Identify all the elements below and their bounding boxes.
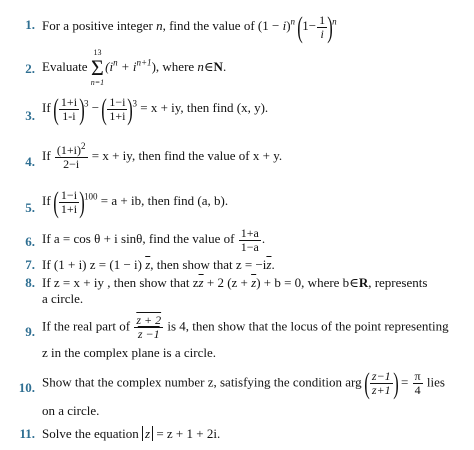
question-7: 7. If (1 + i) z = (1 − i) $\overline{z}$, then show that $z = -i\overline{z}$. (0, 257, 474, 275)
question-number: 10. (18, 380, 35, 395)
question-8: 8. If z = x + iy , then show that $z\overline{z} + 2$ $(z + \overline{z}) + b = 0$, where b∈R, represents a circle. (0, 275, 474, 309)
question-6: 6. If a = cos θ + i sinθ, find the value of $\frac{1+a}{1-a}$ . (0, 227, 474, 257)
question-11: 11. Solve the equation z = z + 1 + 2i. (0, 426, 474, 444)
question-9: 9. If the real part of $\frac{z + 2}{z -1}$ is 4, then show that the locus of the point representing z in the complex plane is a circle. (0, 312, 474, 362)
question-5: 5. If ( $\frac{1-i}{1+i}$ )$^{100}$ = a + ib, then find (a, b). (0, 185, 474, 229)
fraction: $\frac{(1+i)^2}{2-i}$ (56, 141, 86, 171)
fraction: $\frac{z-1}{z+1}$ (371, 369, 391, 397)
question-number: 4. (25, 154, 35, 169)
fraction: $\frac{1+a}{1-a}$ (240, 226, 259, 254)
question-number: 5. (25, 200, 35, 215)
question-number: 9. (25, 324, 35, 339)
fraction: $\frac{1+i}{1-i}$ (60, 95, 78, 123)
question-number: 6. (25, 234, 35, 249)
fraction: $\frac{\pi}{4}$ (414, 369, 421, 397)
question-number: 1. (25, 17, 35, 32)
question-10: 10. Show that the complex number z, satisfying the condition arg ( $\frac{z-1}{z+1}$ ) = $\frac{\pi}{4}$ lies on a circle. (0, 364, 474, 424)
question-4: 4. If $\frac{(1+i)^2}{2-i}$ = x + iy, then find the value of x + y. (0, 140, 474, 184)
question-2: 2. Evaluate 13 Σ n=1 $(i^n + i^{n+1})$, where n∈N. (0, 46, 474, 88)
fraction: $\frac{1-i}{1+i}$ (109, 95, 126, 123)
question-number: 11. (19, 426, 35, 441)
question-number: 8. (25, 275, 35, 290)
question-number: 7. (25, 257, 35, 272)
question-number: 3. (25, 108, 35, 123)
question-number: 2. (25, 61, 35, 76)
question-3: 3. If ( $\frac{1+i}{1-i}$ )$^3$ − ( $\frac{1-i}{1+i}$ )$^3$ = x + iy, then find (x, y). (0, 90, 474, 138)
fraction: $\frac{1}{i}$ (319, 13, 326, 41)
sigma-sum: 13 Σ n=1 (90, 48, 105, 87)
fraction: $\frac{1-i}{1+i}$ (60, 188, 78, 216)
question-1: 1. For a positive integer n, find the value of $(1 - i)^n$ (1− $\frac{1}{i}$ )$^n$ (0, 4, 474, 46)
fraction: $\frac{z + 2}{z -1}$ (136, 313, 162, 341)
